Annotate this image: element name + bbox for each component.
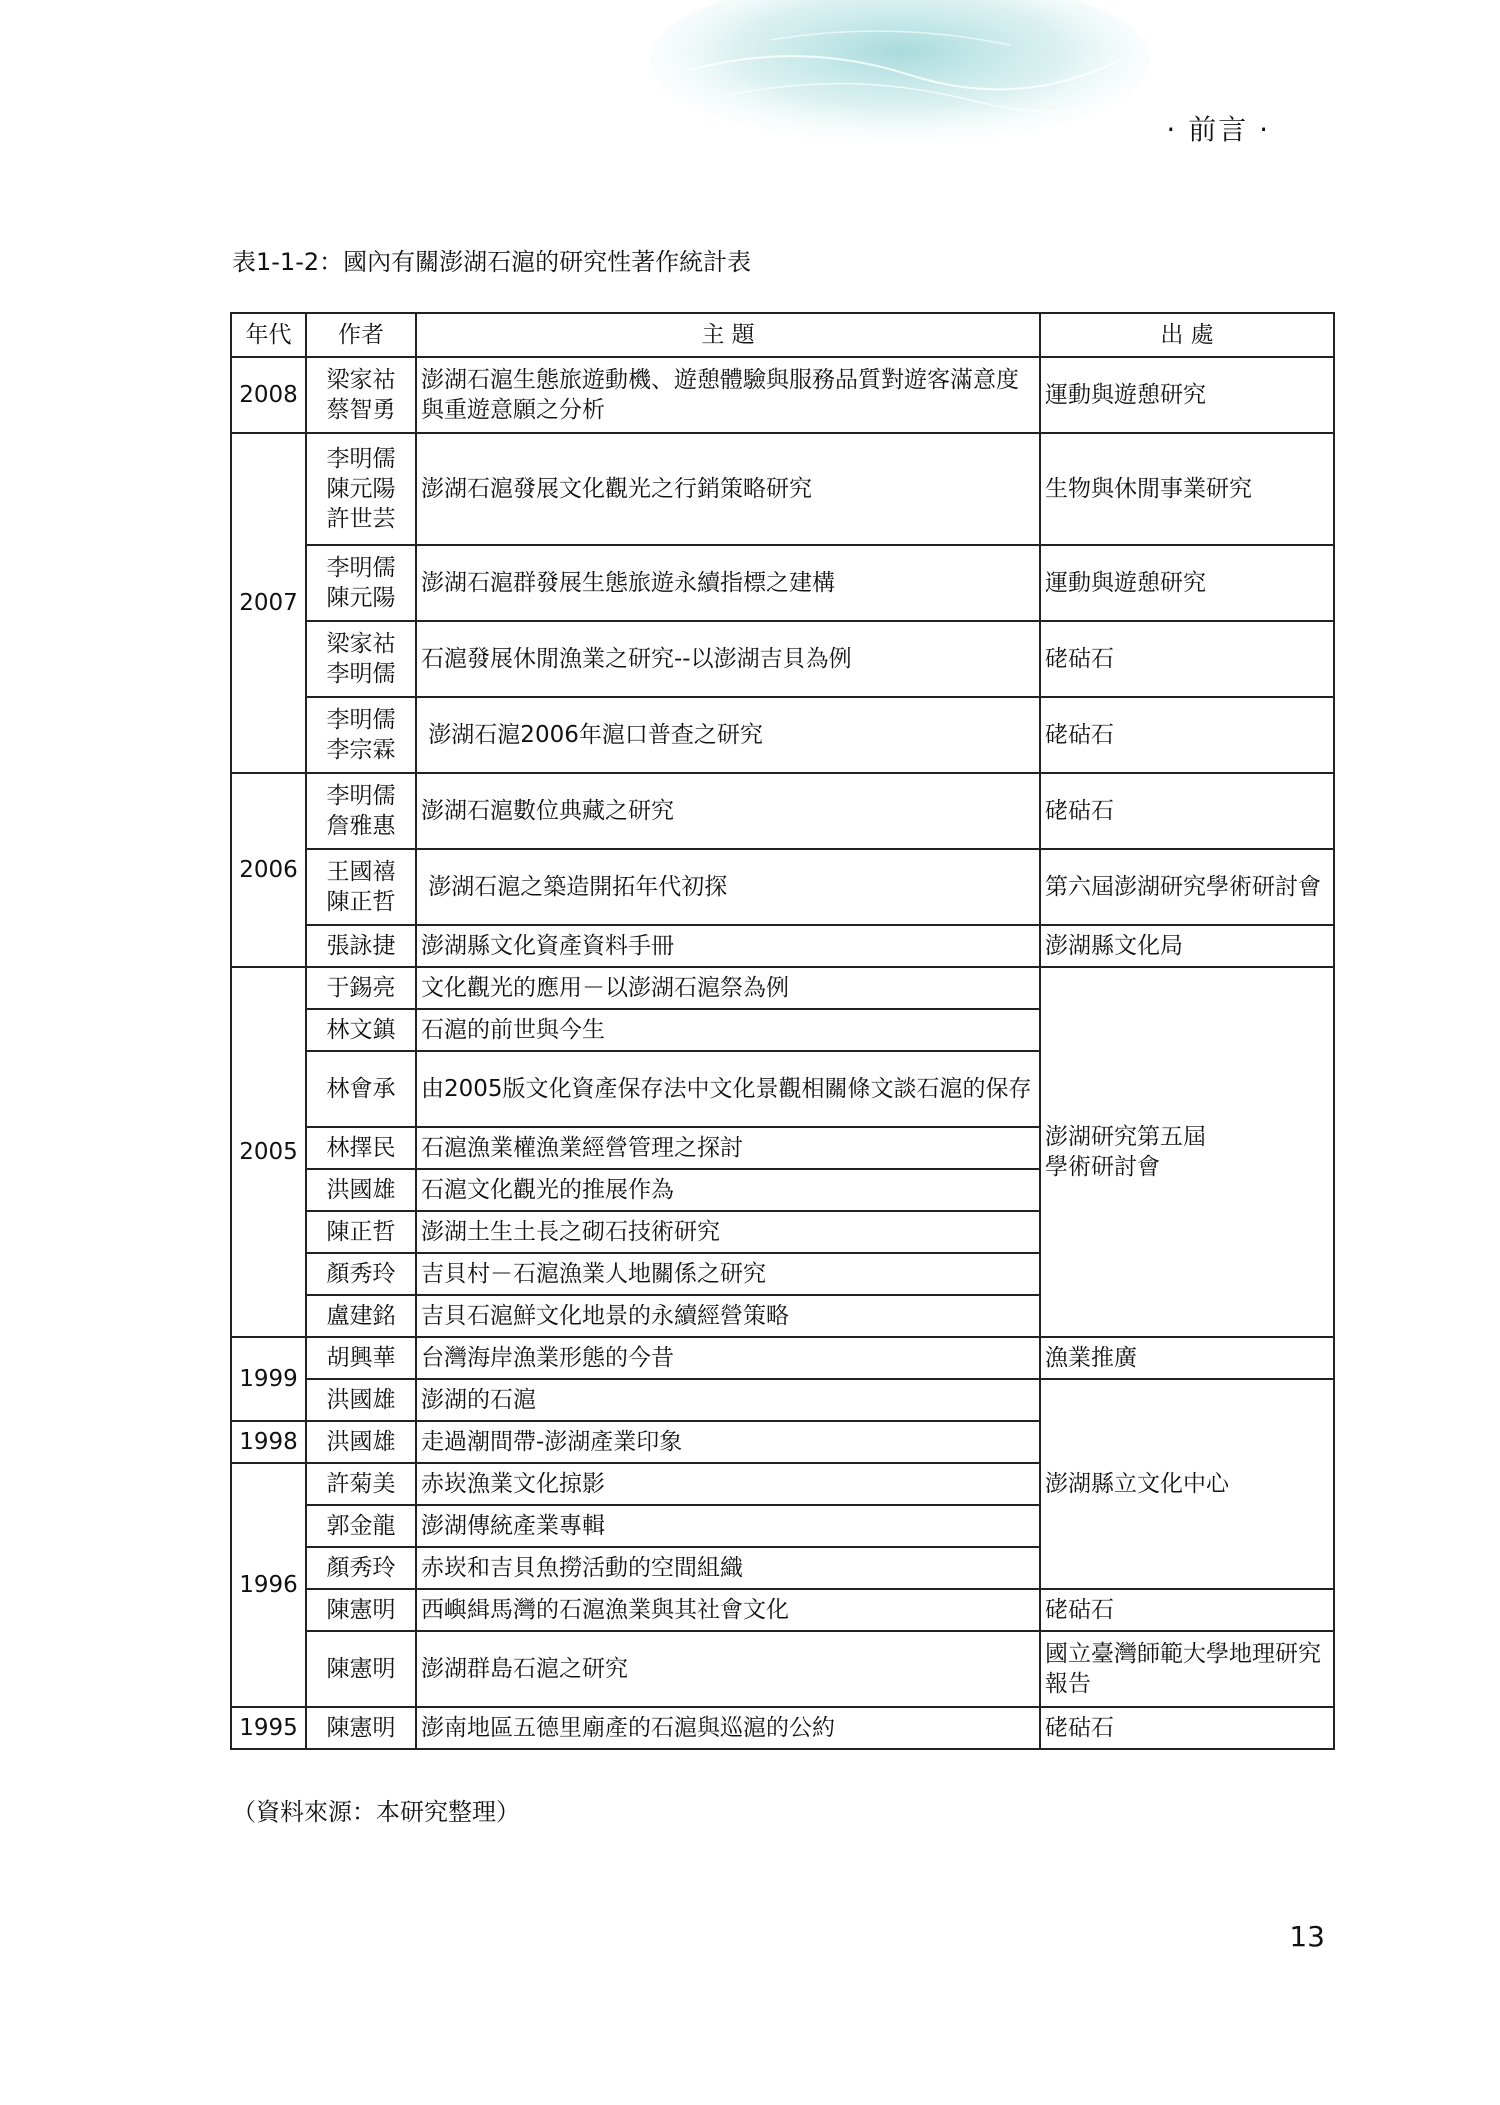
author-cell: 顏秀玲 bbox=[306, 1547, 416, 1589]
year-cell: 2006 bbox=[231, 773, 306, 967]
author-cell: 李明儒 陳元陽 許世芸 bbox=[306, 433, 416, 545]
title-cell: 文化觀光的應用－以澎湖石滬祭為例 bbox=[416, 967, 1040, 1009]
source-cell: 運動與遊憩研究 bbox=[1040, 545, 1334, 621]
year-cell: 2008 bbox=[231, 357, 306, 433]
title-cell: 澎湖土生土長之砌石技術研究 bbox=[416, 1211, 1040, 1253]
author-cell: 張詠捷 bbox=[306, 925, 416, 967]
source-cell: 運動與遊憩研究 bbox=[1040, 357, 1334, 433]
header-title: 主 題 bbox=[416, 313, 1040, 357]
author-cell: 梁家祜 李明儒 bbox=[306, 621, 416, 697]
table-row bbox=[231, 433, 1334, 545]
author-cell: 許菊美 bbox=[306, 1463, 416, 1505]
title-cell: 澎湖群島石滬之研究 bbox=[416, 1631, 1040, 1707]
table-row bbox=[231, 545, 1334, 621]
page-number: 13 bbox=[1289, 1920, 1325, 1953]
title-cell: 西嶼緝馬灣的石滬漁業與其社會文化 bbox=[416, 1589, 1040, 1631]
source-cell: 澎湖縣立文化中心 bbox=[1040, 1379, 1334, 1589]
title-cell: 由2005版文化資產保存法中文化景觀相關條文談石滬的保存 bbox=[416, 1051, 1040, 1127]
title-cell: 石滬發展休閒漁業之研究--以澎湖吉貝為例 bbox=[416, 621, 1040, 697]
source-cell: 硓𥑮石 bbox=[1040, 1589, 1334, 1631]
author-cell: 林會承 bbox=[306, 1051, 416, 1127]
section-label: · 前言 · bbox=[1166, 113, 1270, 146]
title-cell: 石滬漁業權漁業經營管理之探討 bbox=[416, 1127, 1040, 1169]
source-cell: 漁業推廣 bbox=[1040, 1337, 1334, 1379]
author-cell: 胡興華 bbox=[306, 1337, 416, 1379]
header-year: 年代 bbox=[231, 313, 306, 357]
header-wave-decoration bbox=[650, 0, 1150, 150]
title-cell: 澎湖的石滬 bbox=[416, 1379, 1040, 1421]
year-cell: 1995 bbox=[231, 1707, 306, 1749]
table-row bbox=[231, 621, 1334, 697]
year-cell: 1999 bbox=[231, 1337, 306, 1421]
title-cell: 澎湖縣文化資產資料手冊 bbox=[416, 925, 1040, 967]
author-cell: 王國禧 陳正哲 bbox=[306, 849, 416, 925]
year-cell: 1998 bbox=[231, 1421, 306, 1463]
author-cell: 梁家祜 蔡智勇 bbox=[306, 357, 416, 433]
title-cell: 澎湖石滬之築造開拓年代初探 bbox=[416, 849, 1040, 925]
table-row bbox=[231, 357, 1334, 433]
title-cell: 澎湖石滬生態旅遊動機、遊憩體驗與服務品質對遊客滿意度與重遊意願之分析 bbox=[416, 357, 1040, 433]
source-cell: 澎湖研究第五屆 學術研討會 bbox=[1040, 967, 1334, 1337]
author-cell: 洪國雄 bbox=[306, 1169, 416, 1211]
author-cell: 陳正哲 bbox=[306, 1211, 416, 1253]
source-cell: 硓𥑮石 bbox=[1040, 773, 1334, 849]
source-cell: 國立臺灣師範大學地理研究報告 bbox=[1040, 1631, 1334, 1707]
year-cell: 1996 bbox=[231, 1463, 306, 1707]
author-cell: 李明儒 李宗霖 bbox=[306, 697, 416, 773]
title-cell: 澎湖石滬2006年滬口普查之研究 bbox=[416, 697, 1040, 773]
author-cell: 盧建銘 bbox=[306, 1295, 416, 1337]
table-row bbox=[231, 925, 1334, 967]
title-cell: 澎湖石滬發展文化觀光之行銷策略研究 bbox=[416, 433, 1040, 545]
title-cell: 澎南地區五德里廟產的石滬與巡滬的公約 bbox=[416, 1707, 1040, 1749]
source-cell: 澎湖縣文化局 bbox=[1040, 925, 1334, 967]
title-cell: 石滬文化觀光的推展作為 bbox=[416, 1169, 1040, 1211]
author-cell: 林文鎮 bbox=[306, 1009, 416, 1051]
author-cell: 陳憲明 bbox=[306, 1707, 416, 1749]
research-stats-table bbox=[230, 312, 1335, 1750]
author-cell: 李明儒 詹雅惠 bbox=[306, 773, 416, 849]
title-cell: 走過潮間帶-澎湖產業印象 bbox=[416, 1421, 1040, 1463]
table-row bbox=[231, 849, 1334, 925]
header-author: 作者 bbox=[306, 313, 416, 357]
title-cell: 澎湖石滬群發展生態旅遊永續指標之建構 bbox=[416, 545, 1040, 621]
title-cell: 石滬的前世與今生 bbox=[416, 1009, 1040, 1051]
title-cell: 吉貝石滬鮮文化地景的永續經營策略 bbox=[416, 1295, 1040, 1337]
source-cell: 硓𥑮石 bbox=[1040, 1707, 1334, 1749]
table-row bbox=[231, 773, 1334, 849]
author-cell: 陳憲明 bbox=[306, 1589, 416, 1631]
author-cell: 林擇民 bbox=[306, 1127, 416, 1169]
author-cell: 洪國雄 bbox=[306, 1379, 416, 1421]
title-cell: 赤崁漁業文化掠影 bbox=[416, 1463, 1040, 1505]
year-cell: 2005 bbox=[231, 967, 306, 1337]
table-row bbox=[231, 1589, 1334, 1631]
table-header-row bbox=[231, 313, 1334, 357]
year-cell: 2007 bbox=[231, 433, 306, 773]
table-row bbox=[231, 1337, 1334, 1379]
author-cell: 郭金龍 bbox=[306, 1505, 416, 1547]
source-cell: 硓𥑮石 bbox=[1040, 621, 1334, 697]
source-note: （資料來源：本研究整理） bbox=[232, 1798, 520, 1826]
title-cell: 赤崁和吉貝魚撈活動的空間組織 bbox=[416, 1547, 1040, 1589]
author-cell: 洪國雄 bbox=[306, 1421, 416, 1463]
author-cell: 陳憲明 bbox=[306, 1631, 416, 1707]
source-cell: 生物與休閒事業研究 bbox=[1040, 433, 1334, 545]
author-cell: 于錫亮 bbox=[306, 967, 416, 1009]
table-row bbox=[231, 1379, 1334, 1421]
author-cell: 李明儒 陳元陽 bbox=[306, 545, 416, 621]
author-cell: 顏秀玲 bbox=[306, 1253, 416, 1295]
table-caption: 表1-1-2：國內有關澎湖石滬的研究性著作統計表 bbox=[232, 248, 752, 276]
table-row bbox=[231, 967, 1334, 1009]
table-row bbox=[231, 1631, 1334, 1707]
source-cell: 第六屆澎湖研究學術研討會 bbox=[1040, 849, 1334, 925]
header-source: 出 處 bbox=[1040, 313, 1334, 357]
title-cell: 吉貝村－石滬漁業人地關係之研究 bbox=[416, 1253, 1040, 1295]
title-cell: 澎湖石滬數位典藏之研究 bbox=[416, 773, 1040, 849]
title-cell: 澎湖傳統產業專輯 bbox=[416, 1505, 1040, 1547]
table-row bbox=[231, 1707, 1334, 1749]
source-cell: 硓𥑮石 bbox=[1040, 697, 1334, 773]
title-cell: 台灣海岸漁業形態的今昔 bbox=[416, 1337, 1040, 1379]
table-row bbox=[231, 697, 1334, 773]
